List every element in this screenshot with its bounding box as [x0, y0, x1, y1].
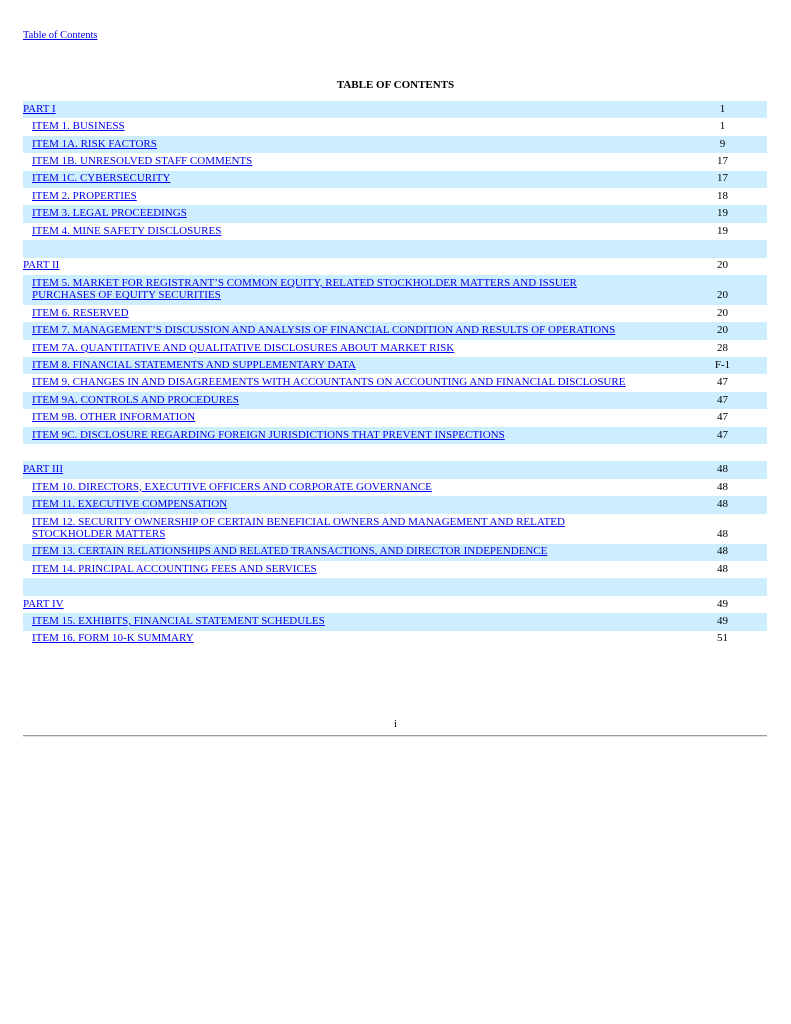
toc-row	[23, 544, 767, 561]
toc-item-link[interactable]: ITEM 15. EXHIBITS, FINANCIAL STATEMENT SCHEDULES	[32, 615, 325, 628]
toc-page-number: 17	[717, 172, 728, 185]
toc-row	[23, 631, 767, 648]
toc-item-link[interactable]	[32, 277, 687, 302]
toc-item-link[interactable]: ITEM 10. DIRECTORS, EXECUTIVE OFFICERS AND CORPORATE GOVERNANCE	[32, 480, 432, 493]
toc-row	[23, 258, 767, 275]
toc-page-number: 9	[719, 137, 726, 150]
toc-row	[23, 514, 767, 544]
toc-item-link[interactable]	[32, 516, 687, 541]
toc-item-link[interactable]: ITEM 6. RESERVED	[32, 306, 129, 319]
toc-item-link[interactable]: ITEM 9. CHANGES IN AND DISAGREEMENTS WITH ACCOUNTANTS ON ACCOUNTING AND FINANCIAL DISCLOSURE	[32, 376, 626, 389]
toc-row	[23, 118, 767, 135]
toc-table	[23, 101, 767, 648]
toc-row	[23, 357, 767, 374]
toc-page-number: 48	[717, 545, 728, 558]
toc-row	[23, 223, 767, 240]
toc-page-number: 47	[717, 428, 728, 441]
toc-row	[23, 205, 767, 222]
toc-page-number: 48	[717, 463, 728, 476]
toc-page-number: 47	[717, 393, 728, 406]
toc-row	[23, 613, 767, 630]
toc-row	[23, 427, 767, 444]
toc-row	[23, 496, 767, 513]
toc-item-link[interactable]: ITEM 9A. CONTROLS AND PROCEDURES	[32, 393, 239, 406]
toc-heading: TABLE OF CONTENTS	[336, 79, 455, 91]
toc-spacer-row	[23, 240, 767, 257]
toc-item-link[interactable]: ITEM 8. FINANCIAL STATEMENTS AND SUPPLEMENTARY DATA	[32, 358, 356, 371]
toc-item-line-2: PURCHASES OF EQUITY SECURITIES	[32, 289, 221, 302]
toc-item-link[interactable]: ITEM 16. FORM 10-K SUMMARY	[32, 632, 194, 645]
page-number: i	[393, 718, 398, 730]
toc-page-number: 51	[717, 632, 728, 645]
toc-page-number: 18	[717, 189, 728, 202]
toc-item-link[interactable]: ITEM 13. CERTAIN RELATIONSHIPS AND RELATED TRANSACTIONS, AND DIRECTOR INDEPENDENCE	[32, 545, 548, 558]
toc-part-link[interactable]: PART II	[23, 259, 60, 272]
toc-row	[23, 374, 767, 391]
toc-row	[23, 188, 767, 205]
toc-row	[23, 596, 767, 613]
toc-item-line-1: ITEM 5. MARKET FOR REGISTRANT’S COMMON EQUITY, RELATED STOCKHOLDER MATTERS AND ISSUER	[32, 276, 577, 289]
toc-item-link[interactable]: ITEM 7A. QUANTITATIVE AND QUALITATIVE DISCLOSURES ABOUT MARKET RISK	[32, 341, 455, 354]
toc-page-number: 20	[717, 259, 728, 272]
page-divider	[23, 735, 767, 736]
toc-part-link[interactable]: PART IV	[23, 597, 64, 610]
toc-page-number: 48	[717, 480, 728, 493]
toc-item-link[interactable]: ITEM 1C. CYBERSECURITY	[32, 172, 171, 185]
toc-page-number: 20	[717, 289, 728, 302]
toc-part-link[interactable]: PART III	[23, 463, 63, 476]
toc-page-number: 48	[717, 562, 728, 575]
toc-row	[23, 101, 767, 118]
toc-item-link[interactable]: ITEM 1A. RISK FACTORS	[32, 137, 157, 150]
toc-part-link[interactable]: PART I	[23, 102, 56, 115]
toc-item-link[interactable]: ITEM 7. MANAGEMENT’S DISCUSSION AND ANALYSIS OF FINANCIAL CONDITION AND RESULTS OF OPERATIONS	[32, 324, 616, 337]
toc-row	[23, 275, 767, 305]
toc-item-link[interactable]: ITEM 9C. DISCLOSURE REGARDING FOREIGN JURISDICTIONS THAT PREVENT INSPECTIONS	[32, 428, 505, 441]
toc-item-link[interactable]: ITEM 11. EXECUTIVE COMPENSATION	[32, 498, 228, 511]
toc-item-link[interactable]: ITEM 14. PRINCIPAL ACCOUNTING FEES AND SERVICES	[32, 562, 317, 575]
toc-row	[23, 479, 767, 496]
toc-row	[23, 153, 767, 170]
toc-item-link[interactable]: ITEM 3. LEGAL PROCEEDINGS	[32, 207, 187, 220]
toc-page-number: 17	[717, 155, 728, 168]
toc-item-line-1: ITEM 12. SECURITY OWNERSHIP OF CERTAIN BENEFICIAL OWNERS AND MANAGEMENT AND RELATED	[32, 515, 565, 528]
toc-page-number: 1	[719, 120, 726, 133]
toc-spacer-row	[23, 578, 767, 595]
toc-row	[23, 136, 767, 153]
toc-spacer-row	[23, 444, 767, 461]
toc-page-number: 19	[717, 224, 728, 237]
toc-row	[23, 340, 767, 357]
toc-item-link[interactable]: ITEM 1. BUSINESS	[32, 120, 125, 133]
toc-item-link[interactable]: ITEM 2. PROPERTIES	[32, 189, 137, 202]
table-of-contents-link[interactable]: Table of Contents	[23, 30, 98, 41]
toc-page-number: F-1	[714, 358, 731, 371]
toc-row	[23, 461, 767, 478]
toc-row	[23, 305, 767, 322]
toc-page-number: 20	[717, 306, 728, 319]
toc-page-number: 19	[717, 207, 728, 220]
toc-page-number: 47	[717, 411, 728, 424]
toc-page-number: 49	[717, 615, 728, 628]
toc-page-number: 47	[717, 376, 728, 389]
toc-page-number: 20	[717, 324, 728, 337]
toc-row	[23, 561, 767, 578]
toc-item-line-2: STOCKHOLDER MATTERS	[32, 528, 166, 541]
toc-page-number: 48	[717, 498, 728, 511]
toc-row	[23, 409, 767, 426]
toc-row	[23, 392, 767, 409]
toc-item-link[interactable]: ITEM 1B. UNRESOLVED STAFF COMMENTS	[32, 155, 253, 168]
toc-row	[23, 322, 767, 339]
toc-item-link[interactable]: ITEM 4. MINE SAFETY DISCLOSURES	[32, 224, 222, 237]
toc-page-number: 49	[717, 597, 728, 610]
toc-page-number: 1	[719, 102, 726, 115]
toc-page-number: 48	[717, 528, 728, 541]
toc-row	[23, 171, 767, 188]
toc-item-link[interactable]: ITEM 9B. OTHER INFORMATION	[32, 411, 196, 424]
toc-page-number: 28	[717, 341, 728, 354]
